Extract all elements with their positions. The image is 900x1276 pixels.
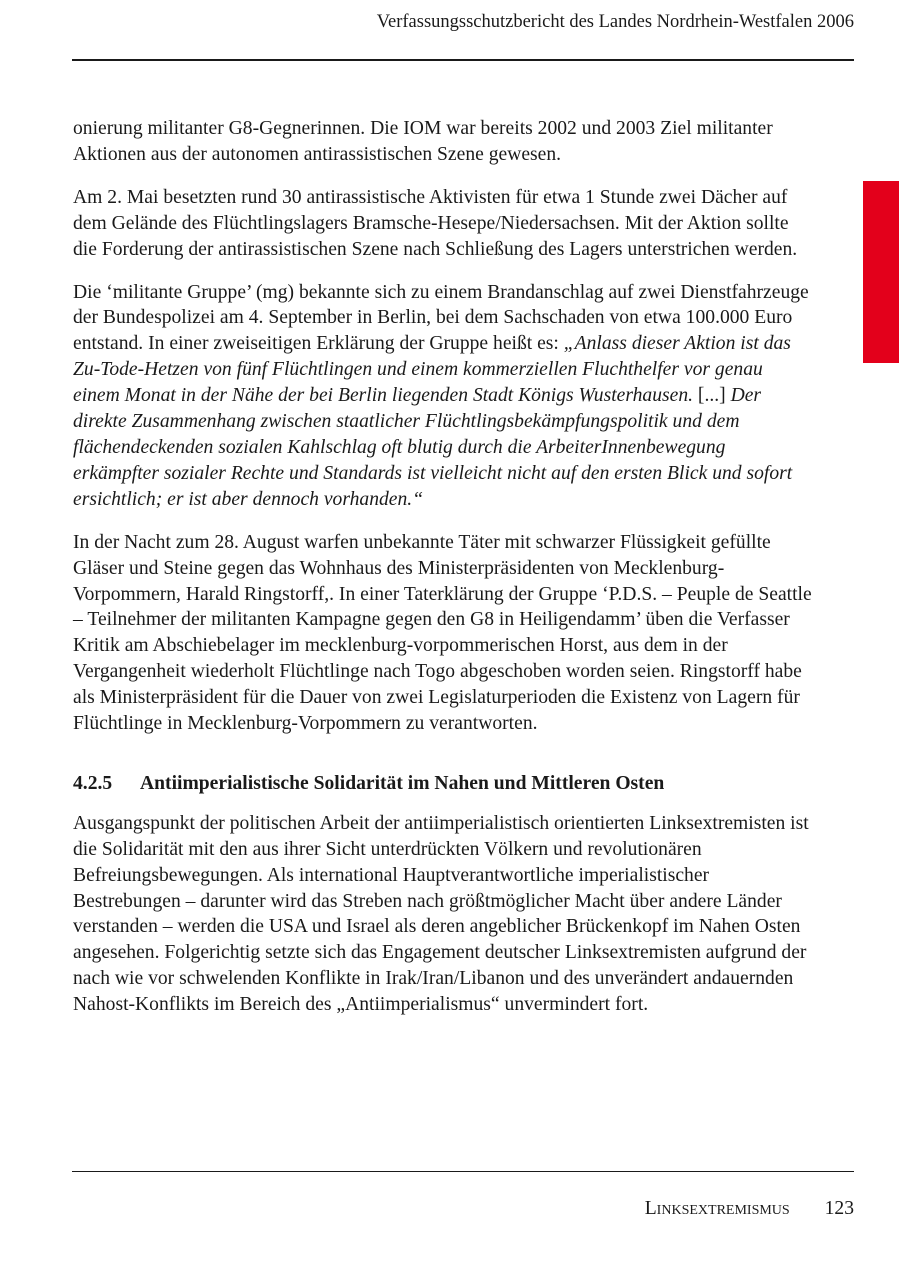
running-header: Verfassungsschutzbericht des Landes Nordrhein-Westfalen 2006 — [376, 12, 854, 32]
paragraph-4: In der Nacht zum 28. August warfen unbekannte Täter mit schwarzer Flüssigkeit gefüllte Gläser und Steine gegen das Wohnhaus des Ministerpräsidenten von Mecklenburg-Vorpommern, Harald Ringstorff,. In einer Taterklärung der Gruppe ‘P.D.S. – Peuple de Seattle – Teilnehmer der militanten Kampagne gegen den G8 in Heiligendamm’ üben die Verfasser Kritik am Abschiebelager im mecklenburg-vorpommerischen Horst, aus dem in der Vergangenheit wiederholt Flüchtlinge nach Togo abgeschoben worden seien. Ringstorff habe als Ministerpräsident für die Dauer von zwei Legislaturperioden die Existenz von Lagern für Flüchtlinge in Mecklenburg-Vorpommern zu verantworten. — [73, 531, 812, 735]
footer-section-name: Linksextremismus — [644, 1198, 790, 1219]
paragraph-5: Ausgangspunkt der politischen Arbeit der antiimperialistisch orientierten Linksextremisten ist die Solidarität mit den aus ihrer Sicht unterdrückten Völkern und revolutionären Befreiungsbewegungen. Als international Hauptverantwortliche imperialistischer Bestrebungen – darunter wird das Streben nach größtmöglicher Macht über andere Länder verstanden – werden die USA und Israel als deren angeblicher Brückenkopf im Nahen Osten angesehen. Folgerichtig setzte sich das Engagement deutscher Linksextremisten aufgrund der nach wie vor schwelenden Konflikte in Irak/Iran/Libanon und des unverändert andauernden Nahost-Konflikts im Bereich des „Antiimperialismus“ unvermindert fort. — [73, 812, 809, 1016]
paragraph-3 — [73, 280, 813, 513]
paragraph-1: onierung militanter G8-Gegnerinnen. Die IOM war bereits 2002 und 2003 Ziel militanter Aktionen aus der autonomen antirassistischen Szene gewesen. — [73, 118, 773, 165]
quote-part-2: Der direkte Zusammenhang zwischen staatlicher Flüchtlingsbekämpfungspolitik und dem flächendeckenden sozialen Kahlschlag oft blutig durch die ArbeiterInnenbewegung erkämpfter sozialer Rechte und Standards ist vielleicht nicht auf den ersten Blick und sofort ersichtlich; er ist aber dennoch vorhanden.“ — [73, 385, 793, 510]
section-number: 4.2.5 — [73, 772, 113, 794]
chapter-marker-tab — [863, 181, 899, 363]
quote-ellipsis: [...] — [693, 385, 731, 407]
section-heading — [73, 771, 813, 797]
footer-rule — [72, 1171, 854, 1172]
header-rule — [72, 59, 854, 61]
page-footer — [645, 1198, 854, 1220]
quote-part-1: „Anlass dieser Aktion ist das Zu-Tode-Hetzen von fünf Flüchtlingen und einem kommerziellen Fluchthelfer vor genau einem Monat in der Nähe der bei Berlin liegenden Stadt Königs Wusterhausen. — [73, 333, 791, 407]
page-number: 123 — [824, 1198, 854, 1219]
paragraph-3-intro: Die ‘militante Gruppe’ (mg) bekannte sich zu einem Brandanschlag auf zwei Dienstfahrzeuge der Bundespolizei am 4. September in Berlin, bei dem Sachschaden von etwa 100.000 Euro entstand. In einer zweiseitigen Erklärung der Gruppe heißt es: — [73, 281, 809, 355]
paragraph-2: Am 2. Mai besetzten rund 30 antirassistische Aktivisten für etwa 1 Stunde zwei Dächer auf dem Gelände des Flüchtlingslagers Bramsche-Hesepe/Niedersachsen. Mit der Aktion sollte die Forderung der antirassistischen Szene nach Schließung des Lagers unterstrichen werden. — [73, 186, 798, 260]
body-text — [73, 116, 813, 1035]
section-title: Antiimperialistische Solidarität im Nahen und Mittleren Osten — [140, 772, 665, 794]
